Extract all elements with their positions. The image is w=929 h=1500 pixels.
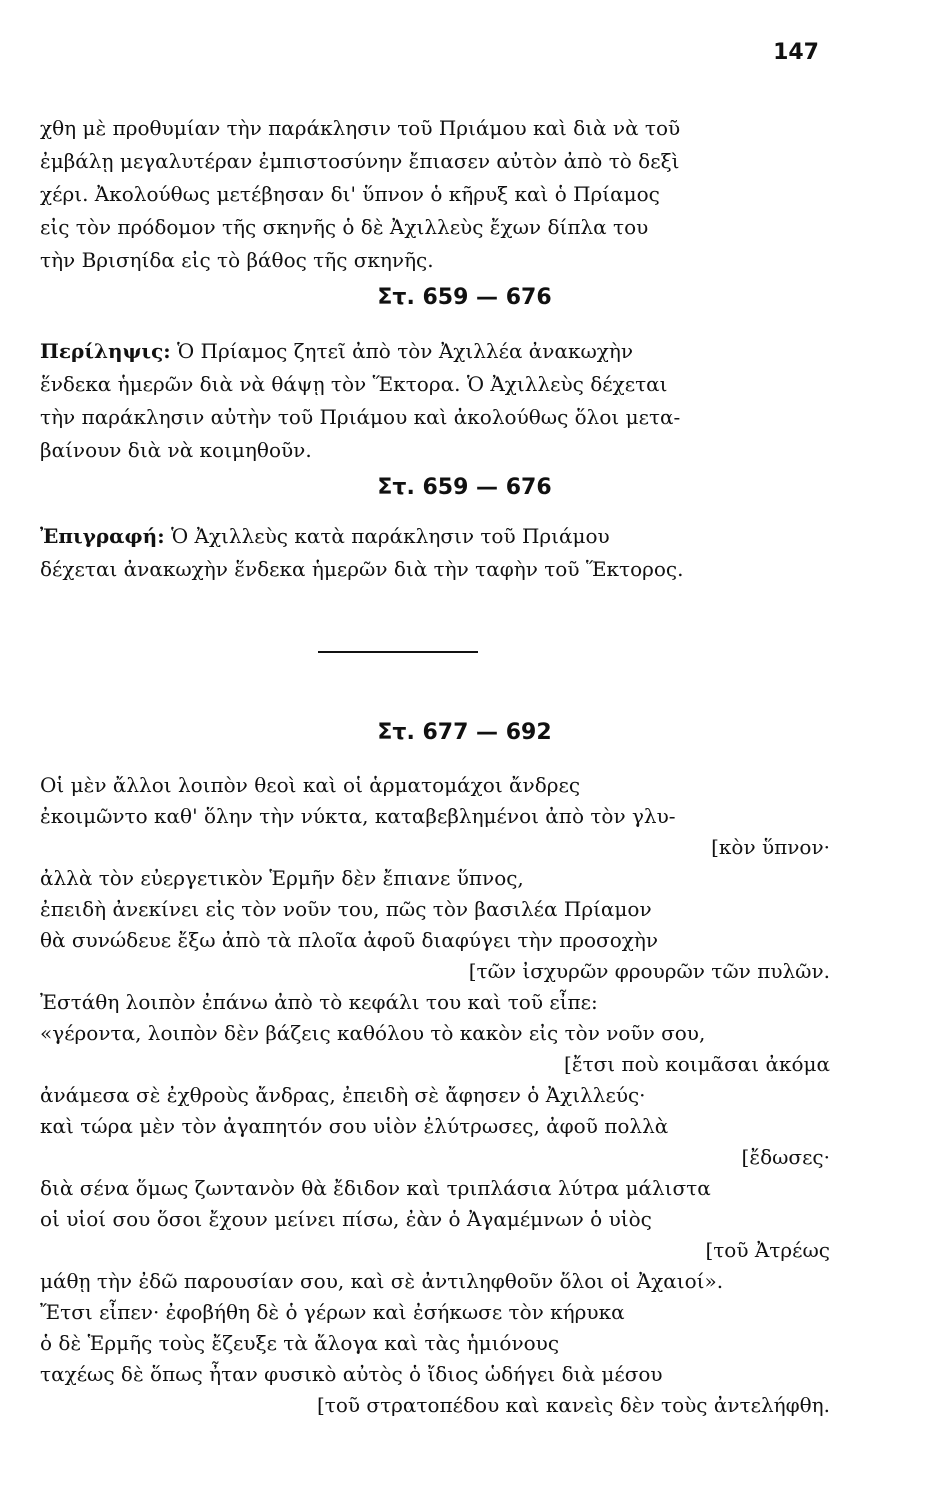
verse-line: καὶ τώρα μὲν τὸν ἀγαπητόν σου υἱὸν ἐλύτρωσες, ἀφοῦ πολλὰ xyxy=(40,1114,669,1138)
summary-label: Περίληψις: xyxy=(40,339,171,363)
text-line: ἕνδεκα ἡμερῶν διὰ νὰ θάψῃ τὸν Ἕκτορα. Ὁ Ἀχιλλεὺς δέχεται xyxy=(40,372,668,396)
intro-paragraph xyxy=(40,112,820,277)
verse-continuation: [τοῦ στρατοπέδου καὶ κανεὶς δὲν τοὺς ἀντελήφθη. xyxy=(317,1393,830,1417)
text-line: χθη μὲ προθυμίαν τὴν παράκλησιν τοῦ Πριάμου καὶ διὰ νὰ τοῦ xyxy=(40,116,681,140)
epigraph-paragraph xyxy=(40,520,820,586)
verse-line: οἱ υἱοί σου ὅσοι ἔχουν μείνει πίσω, ἐὰν ὁ Ἀγαμέμνων ὁ υἱὸς xyxy=(40,1207,652,1231)
section-divider xyxy=(318,651,478,653)
verse-line: διὰ σένα ὅμως ζωντανὸν θὰ ἔδιδον καὶ τριπλάσια λύτρα μάλιστα xyxy=(40,1176,711,1200)
text-line: ἐμβάλῃ μεγαλυτέραν ἐμπιστοσύνην ἔπιασεν αὐτὸν ἀπὸ τὸ δεξὶ xyxy=(40,149,680,173)
verse-line: Οἱ μὲν ἄλλοι λοιπὸν θεοὶ καὶ οἱ ἁρματομάχοι ἄνδρες xyxy=(40,773,581,797)
verse-line: ὁ δὲ Ἑρμῆς τοὺς ἔζευξε τὰ ἄλογα καὶ τὰς ἡμιόνους xyxy=(40,1331,560,1355)
verse-line: ἀνάμεσα σὲ ἐχθροὺς ἄνδρας, ἐπειδὴ σὲ ἄφησεν ὁ Ἀχιλλεύς· xyxy=(40,1083,646,1107)
verse-line: «γέροντα, λοιπὸν δὲν βάζεις καθόλου τὸ κακὸν εἰς τὸν νοῦν σου, xyxy=(40,1021,706,1045)
text-line: χέρι. Ἀκολούθως μετέβησαν δι' ὕπνον ὁ κῆρυξ καὶ ὁ Πρίαμος xyxy=(40,182,660,206)
verse-continuation: [κὸν ὕπνον· xyxy=(711,835,830,859)
verse-continuation: [ἔτσι ποὺ κοιμᾶσαι ἀκόμα xyxy=(564,1052,830,1076)
summary-paragraph xyxy=(40,335,820,467)
epigraph-first-line: Ὁ Ἀχιλλεὺς κατὰ παράκλησιν τοῦ Πριάμου xyxy=(164,524,610,548)
verse-line: ταχέως δὲ ὅπως ἦταν φυσικὸ αὐτὸς ὁ ἴδιος ὡδήγει διὰ μέσου xyxy=(40,1362,663,1386)
text-line xyxy=(40,335,820,368)
text-line xyxy=(40,520,820,553)
verse-line: ἐκοιμῶντο καθ' ὅλην τὴν νύκτα, καταβεβλημένοι ἀπὸ τὸν γλυ- xyxy=(40,804,676,828)
text-line: τὴν Βρισηίδα εἰς τὸ βάθος τῆς σκηνῆς. xyxy=(40,248,434,272)
verse-line: μάθῃ τὴν ἐδῶ παρουσίαν σου, καὶ σὲ ἀντιληφθοῦν ὅλοι οἱ Ἀχαιοί». xyxy=(40,1269,724,1293)
text-line: βαίνουν διὰ νὰ κοιμηθοῦν. xyxy=(40,438,312,462)
epigraph-label: Ἐπιγραφή: xyxy=(40,524,165,548)
text-line: δέχεται ἀνακωχὴν ἕνδεκα ἡμερῶν διὰ τὴν ταφὴν τοῦ Ἕκτορος. xyxy=(40,557,684,581)
verse-continuation: [τῶν ἰσχυρῶν φρουρῶν τῶν πυλῶν. xyxy=(468,959,830,983)
summary-first-line: Ὁ Πρίαμος ζητεῖ ἀπὸ τὸν Ἀχιλλέα ἀνακωχὴν xyxy=(170,339,634,363)
verse-line: θὰ συνώδευε ἔξω ἀπὸ τὰ πλοῖα ἀφοῦ διαφύγει τὴν προσοχὴν xyxy=(40,928,659,952)
verse-continuation: [ἔδωσες· xyxy=(741,1145,830,1169)
section-heading: Στ. 677 — 692 xyxy=(377,720,552,745)
verse-line: Ἐστάθη λοιπὸν ἐπάνω ἀπὸ τὸ κεφάλι του καὶ τοῦ εἶπε: xyxy=(40,990,598,1014)
verse-line: ἀλλὰ τὸν εὐεργετικὸν Ἑρμῆν δὲν ἔπιανε ὕπνος, xyxy=(40,866,524,890)
section-heading: Στ. 659 — 676 xyxy=(377,475,552,500)
section-heading: Στ. 659 — 676 xyxy=(377,285,552,310)
verse-line: Ἔτσι εἶπεν· ἐφοβήθη δὲ ὁ γέρων καὶ ἐσήκωσε τὸν κήρυκα xyxy=(40,1300,625,1324)
page-number: 147 xyxy=(773,40,819,65)
verse-continuation: [τοῦ Ἀτρέως xyxy=(705,1238,830,1262)
verse-translation xyxy=(40,770,830,1421)
text-line: εἰς τὸν πρόδομον τῆς σκηνῆς ὁ δὲ Ἀχιλλεὺς ἔχων δίπλα του xyxy=(40,215,649,239)
verse-line: ἐπειδὴ ἀνεκίνει εἰς τὸν νοῦν του, πῶς τὸν βασιλέα Πρίαμον xyxy=(40,897,652,921)
text-line: τὴν παράκλησιν αὐτὴν τοῦ Πριάμου καὶ ἀκολούθως ὅλοι μετα- xyxy=(40,405,681,429)
